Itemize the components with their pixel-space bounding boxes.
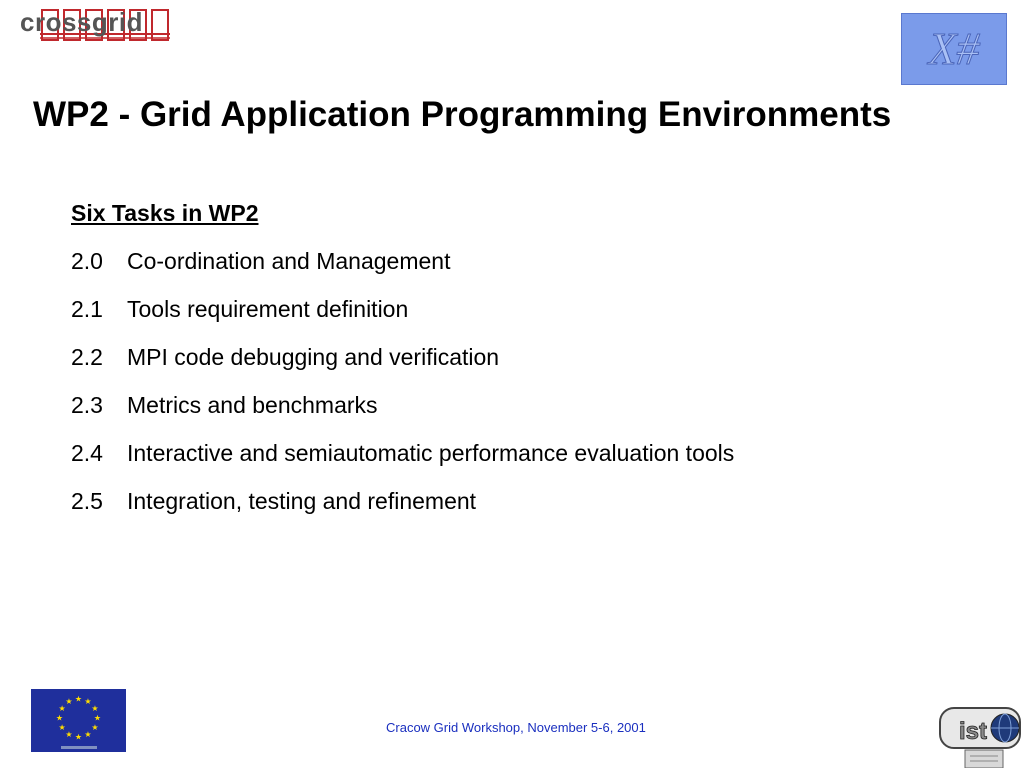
task-item <box>71 294 734 324</box>
ist-logo <box>937 705 1024 768</box>
task-number: 2.0 <box>71 248 103 274</box>
task-number: 2.3 <box>71 392 103 418</box>
task-item <box>71 390 734 420</box>
task-label: Co-ordination and Management <box>127 248 451 274</box>
task-item <box>71 438 734 468</box>
task-number: 2.4 <box>71 440 103 466</box>
task-label: MPI code debugging and verification <box>127 344 500 370</box>
footer-text: Cracow Grid Workshop, November 5-6, 2001 <box>386 720 646 735</box>
eu-star-icon: ★ <box>93 713 102 723</box>
svg-text:crossgrid: crossgrid <box>20 7 143 37</box>
task-number: 2.1 <box>71 296 103 322</box>
task-number: 2.2 <box>71 344 103 370</box>
eu-star-icon: ★ <box>84 729 92 739</box>
task-label: Interactive and semiautomatic performance evaluation tools <box>127 440 735 466</box>
task-item <box>71 486 734 516</box>
eu-star-icon: ★ <box>91 723 99 732</box>
eu-star-icon: ★ <box>58 723 66 732</box>
task-number: 2.5 <box>71 488 103 514</box>
task-label: Metrics and benchmarks <box>127 392 378 418</box>
task-label: Integration, testing and refinement <box>127 488 477 514</box>
task-list-heading: Six Tasks in WP2 <box>71 200 259 226</box>
eu-star-icon: ★ <box>74 694 83 704</box>
eu-star-icon: ★ <box>91 704 99 713</box>
task-label: Tools requirement definition <box>127 296 409 322</box>
eu-star-icon: ★ <box>58 704 66 713</box>
eu-star-icon: ★ <box>55 713 64 723</box>
crossgrid-logo <box>20 4 196 44</box>
task-item <box>71 342 734 372</box>
svg-text:ist: ist <box>959 718 988 745</box>
eu-flag-logo <box>31 689 126 752</box>
eu-star-icon: ★ <box>74 732 83 742</box>
task-list <box>71 198 734 534</box>
x-sharp-logo <box>901 13 1007 85</box>
task-item <box>71 246 734 276</box>
page-title: WP2 - Grid Application Programming Environments <box>33 95 892 134</box>
svg-text:X#: X# <box>928 23 980 74</box>
eu-star-icon: ★ <box>65 697 73 707</box>
eu-star-icon: ★ <box>84 697 92 707</box>
eu-star-icon: ★ <box>65 729 73 739</box>
